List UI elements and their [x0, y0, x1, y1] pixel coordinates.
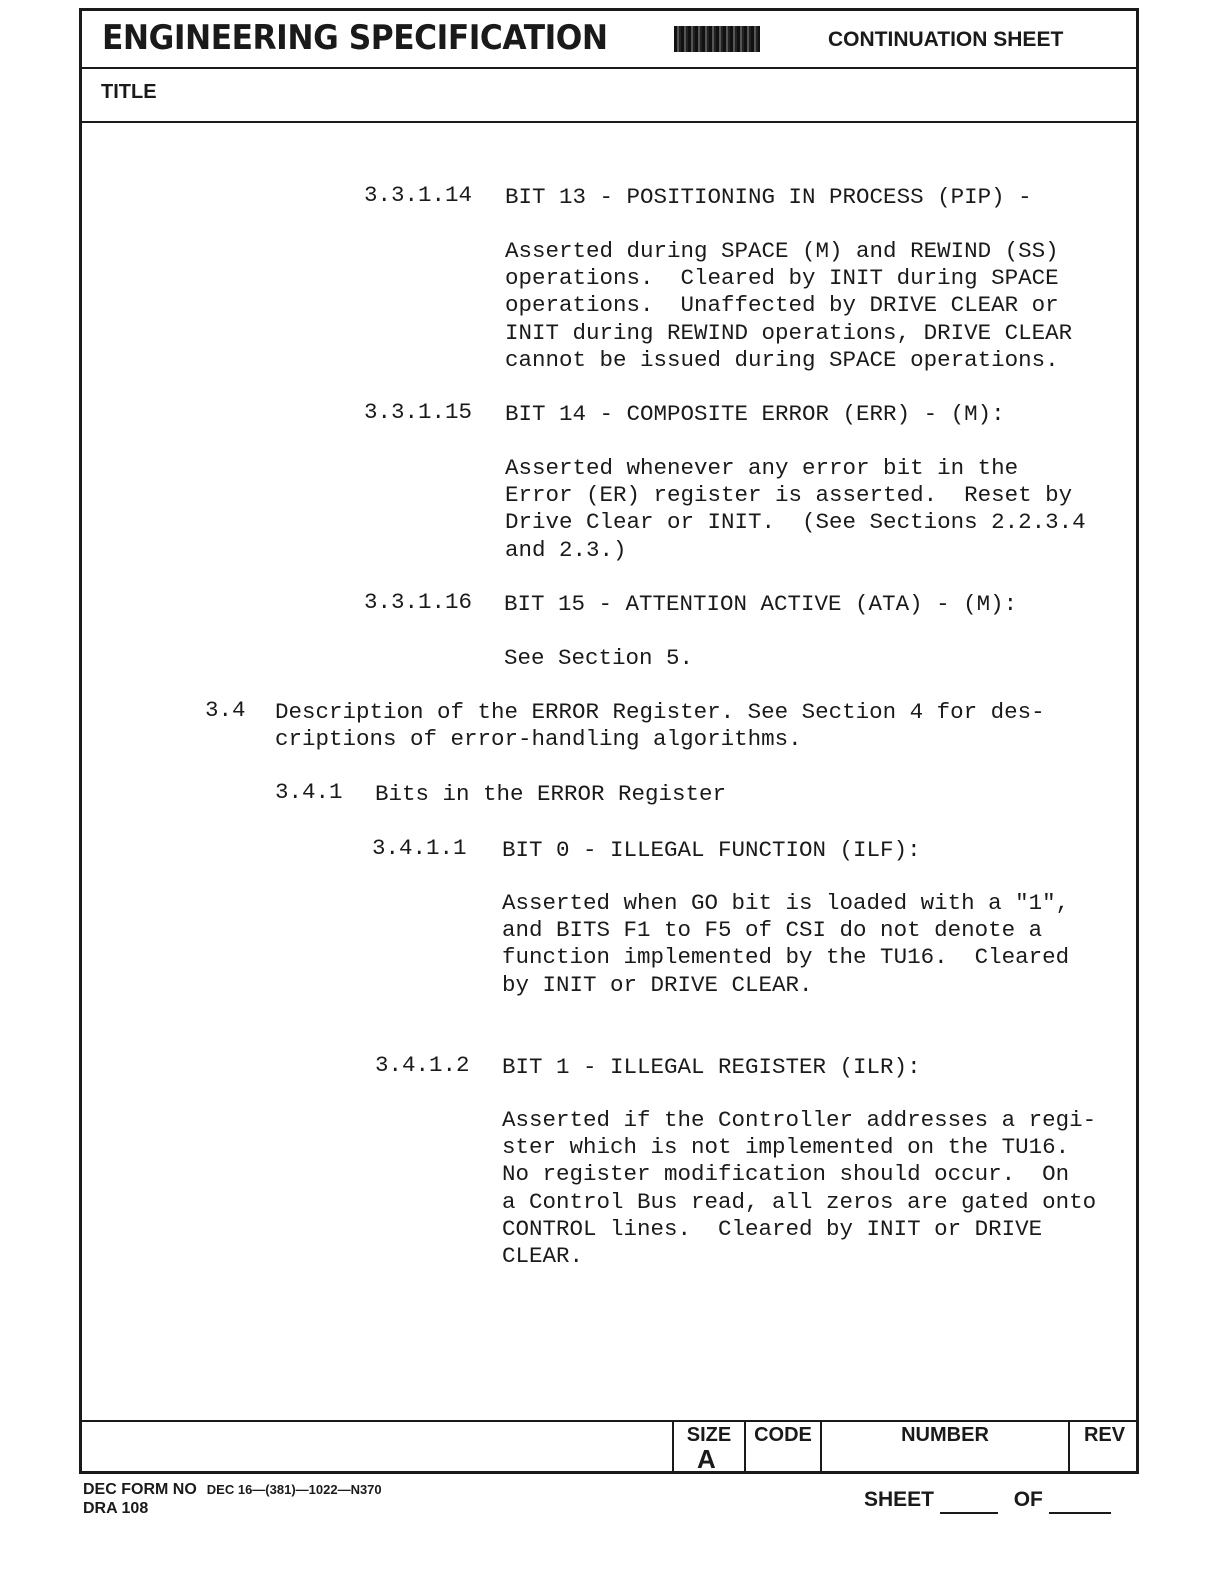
section-heading: Bits in the ERROR Register	[375, 781, 727, 807]
section-number: 3.4.1.1	[372, 835, 467, 861]
dra-number: DRA 108	[83, 1500, 149, 1517]
section-number: 3.3.1.14	[364, 182, 473, 208]
section-heading: BIT 15 - ATTENTION ACTIVE (ATA) - (M):	[504, 591, 1018, 617]
sheet-blank	[940, 1488, 998, 1514]
section-paragraph: Asserted if the Controller addresses a regi- ster which is not implemented on the TU16. No register modification should occur. On a Control Bus read, all zeros are gated onto CONTROL lines. Cleared by INIT or DRIVE CLEAR.	[502, 1107, 1097, 1270]
continuation-label: CONTINUATION SHEET	[828, 28, 1064, 51]
section-heading: BIT 1 - ILLEGAL REGISTER (ILR):	[502, 1054, 921, 1080]
form-number-block	[83, 1480, 382, 1518]
section-paragraph: Asserted when GO bit is loaded with a "1", and BITS F1 to F5 of CSI do not denote a function implemented by the TU16. Cleared by INIT or DRIVE CLEAR.	[502, 890, 1070, 998]
title-divider	[79, 121, 1139, 123]
code-cell	[744, 1420, 820, 1474]
rev-cell	[1068, 1420, 1139, 1474]
section-number: 3.3.1.15	[364, 399, 473, 425]
rev-label: REV	[1083, 1424, 1126, 1446]
section-heading: BIT 0 - ILLEGAL FUNCTION (ILF):	[502, 837, 921, 863]
section-heading: BIT 13 - POSITIONING IN PROCESS (PIP) -	[505, 184, 1032, 210]
code-label: CODE	[754, 1424, 812, 1446]
section-number: 3.4	[205, 697, 246, 723]
number-label: NUMBER	[901, 1424, 989, 1446]
of-label: OF	[1013, 1488, 1043, 1511]
section-paragraph: Asserted during SPACE (M) and REWIND (SS) operations. Cleared by INIT during SPACE operations. Unaffected by DRIVE CLEAR or INIT during REWIND operations, DRIVE CLEAR cannot be issued during SPACE operations.	[505, 238, 1073, 373]
section-paragraph: Asserted whenever any error bit in the Error (ER) register is asserted. Reset by Drive Clear or INIT. (See Sections 2.2.3.4 and 2.3.)	[505, 455, 1086, 563]
section-paragraph: See Section 5.	[504, 645, 694, 671]
form-no-label: DEC FORM NO	[83, 1481, 197, 1498]
section-paragraph: Description of the ERROR Register. See Section 4 for des- criptions of error-handling algorithms.	[275, 699, 1045, 753]
size-label: SIZE	[686, 1424, 732, 1446]
form-header-title: ENGINEERING SPECIFICATION	[102, 18, 608, 58]
section-heading: BIT 14 - COMPOSITE ERROR (ERR) - (M):	[505, 401, 1005, 427]
section-number: 3.4.1.2	[375, 1052, 470, 1078]
header-divider	[79, 67, 1139, 69]
section-number: 3.4.1	[275, 779, 343, 805]
title-label: TITLE	[101, 81, 157, 103]
redacted-stamp	[674, 26, 760, 52]
form-no-value: DEC 16—(381)—1022—N370	[206, 1482, 382, 1497]
sheet-field	[864, 1488, 1111, 1514]
of-blank	[1049, 1488, 1111, 1514]
sheet-label: SHEET	[864, 1488, 935, 1511]
number-cell	[820, 1420, 1068, 1474]
section-number: 3.3.1.16	[364, 589, 473, 615]
size-value: A	[697, 1444, 716, 1474]
